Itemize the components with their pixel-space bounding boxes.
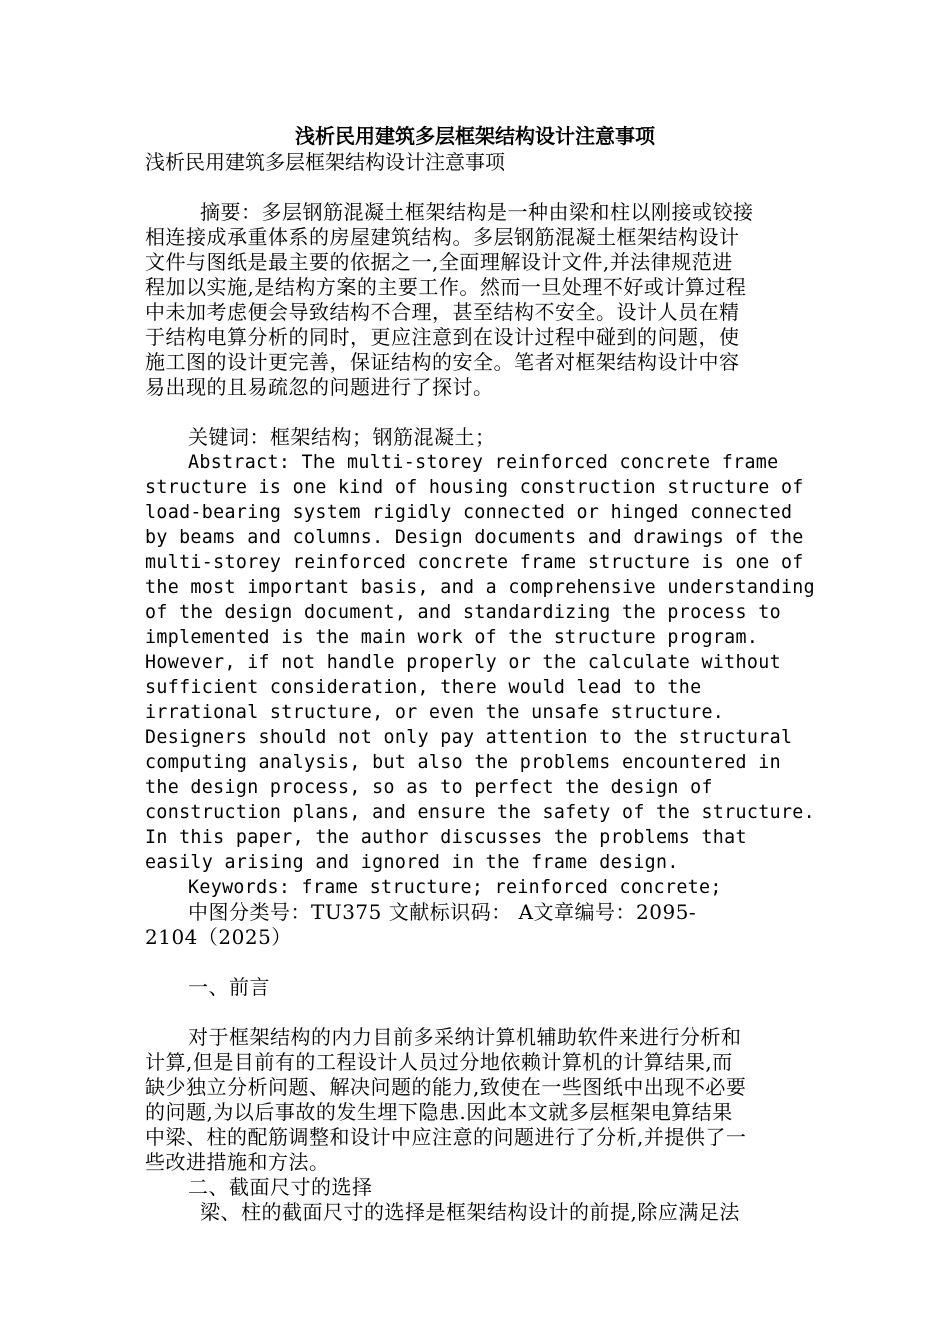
abstract-en-line: multi-storey reinforced concrete frame structure is one of: [145, 552, 804, 573]
document-subtitle: 浅析民用建筑多层框架结构设计注意事项: [145, 150, 505, 174]
abstract-en-line: In this paper, the author discusses the problems that: [145, 827, 747, 848]
body-line: 缺少独立分析问题、解决问题的能力,致使在一些图纸中出现不必要: [145, 1075, 747, 1099]
abstract-en-line: construction plans, and ensure the safety of the structure.: [145, 802, 816, 823]
body-line: 计算,但是目前有的工程设计人员过分地依赖计算机的计算结果,而: [145, 1050, 733, 1074]
classification-line: 中图分类号：TU375 文献标识码： A文章编号：2095-: [188, 900, 697, 924]
abstract-en-line: Designers should not only pay attention to the structural: [145, 727, 793, 748]
abstract-en-line: Abstract: The multi-storey reinforced concrete frame: [188, 452, 779, 473]
body-line: 梁、柱的截面尺寸的选择是框架结构设计的前提,除应满足法: [200, 1200, 740, 1224]
body-line: 的问题,为以后事故的发生埋下隐患.因此本文就多层框架电算结果: [145, 1100, 733, 1124]
abstract-en-line: load-bearing system rigidly connected or hinged connected: [145, 502, 793, 523]
section-heading: 二、截面尺寸的选择: [188, 1175, 373, 1199]
abstract-cn-line: 易出现的且易疏忽的问题进行了探讨。: [145, 375, 494, 399]
abstract-cn-line: 中未加考虑便会导致结构不合理，甚至结构不安全。设计人员在精: [145, 300, 740, 324]
body-line: 中梁、柱的配筋调整和设计中应注意的问题进行了分析,并提供了一: [145, 1125, 747, 1149]
abstract-en-line: easily arising and ignored in the frame design.: [145, 852, 679, 873]
abstract-en-line: structure is one kind of housing construction structure of: [145, 477, 804, 498]
keywords-cn: 关键词：框架结构；钢筋混凝土；: [188, 425, 496, 449]
abstract-en-line: implemented is the main work of the structure program.: [145, 627, 759, 648]
keywords-en: Keywords: frame structure; reinforced concrete;: [188, 877, 722, 898]
abstract-en-line: the design process, so as to perfect the design of: [145, 777, 713, 798]
body-line: 对于框架结构的内力目前多采纳计算机辅助软件来进行分析和: [188, 1025, 742, 1049]
classification-line: 2104（2025）: [145, 925, 292, 949]
abstract-cn-line: 于结构电算分析的同时，更应注意到在设计过程中碰到的问题，使: [145, 325, 740, 349]
abstract-cn-line: 摘要：多层钢筋混凝土框架结构是一种由梁和柱以刚接或铰接: [200, 200, 754, 224]
abstract-cn-line: 程加以实施,是结构方案的主要工作。然而一旦处理不好或计算过程: [145, 275, 747, 299]
section-heading: 一、前言: [188, 975, 270, 999]
document-title: 浅析民用建筑多层框架结构设计注意事项: [295, 124, 655, 148]
abstract-en-line: the most important basis, and a comprehensive understanding: [145, 577, 816, 598]
abstract-en-line: computing analysis, but also the problems encountered in: [145, 752, 781, 773]
abstract-en-line: of the design document, and standardizing the process to: [145, 602, 781, 623]
body-line: 些改进措施和方法。: [145, 1150, 330, 1174]
abstract-en-line: by beams and columns. Design documents and drawings of the: [145, 527, 804, 548]
abstract-en-line: sufficient consideration, there would lead to the: [145, 677, 702, 698]
abstract-cn-line: 文件与图纸是最主要的依据之一,全面理解设计文件,并法律规范进: [145, 250, 733, 274]
abstract-en-line: irrational structure, or even the unsafe structure.: [145, 702, 725, 723]
abstract-cn-line: 施工图的设计更完善，保证结构的安全。笔者对框架结构设计中容: [145, 350, 740, 374]
abstract-cn-line: 相连接成承重体系的房屋建筑结构。多层钢筋混凝土框架结构设计: [145, 225, 740, 249]
abstract-en-line: However, if not handle properly or the calculate without: [145, 652, 781, 673]
